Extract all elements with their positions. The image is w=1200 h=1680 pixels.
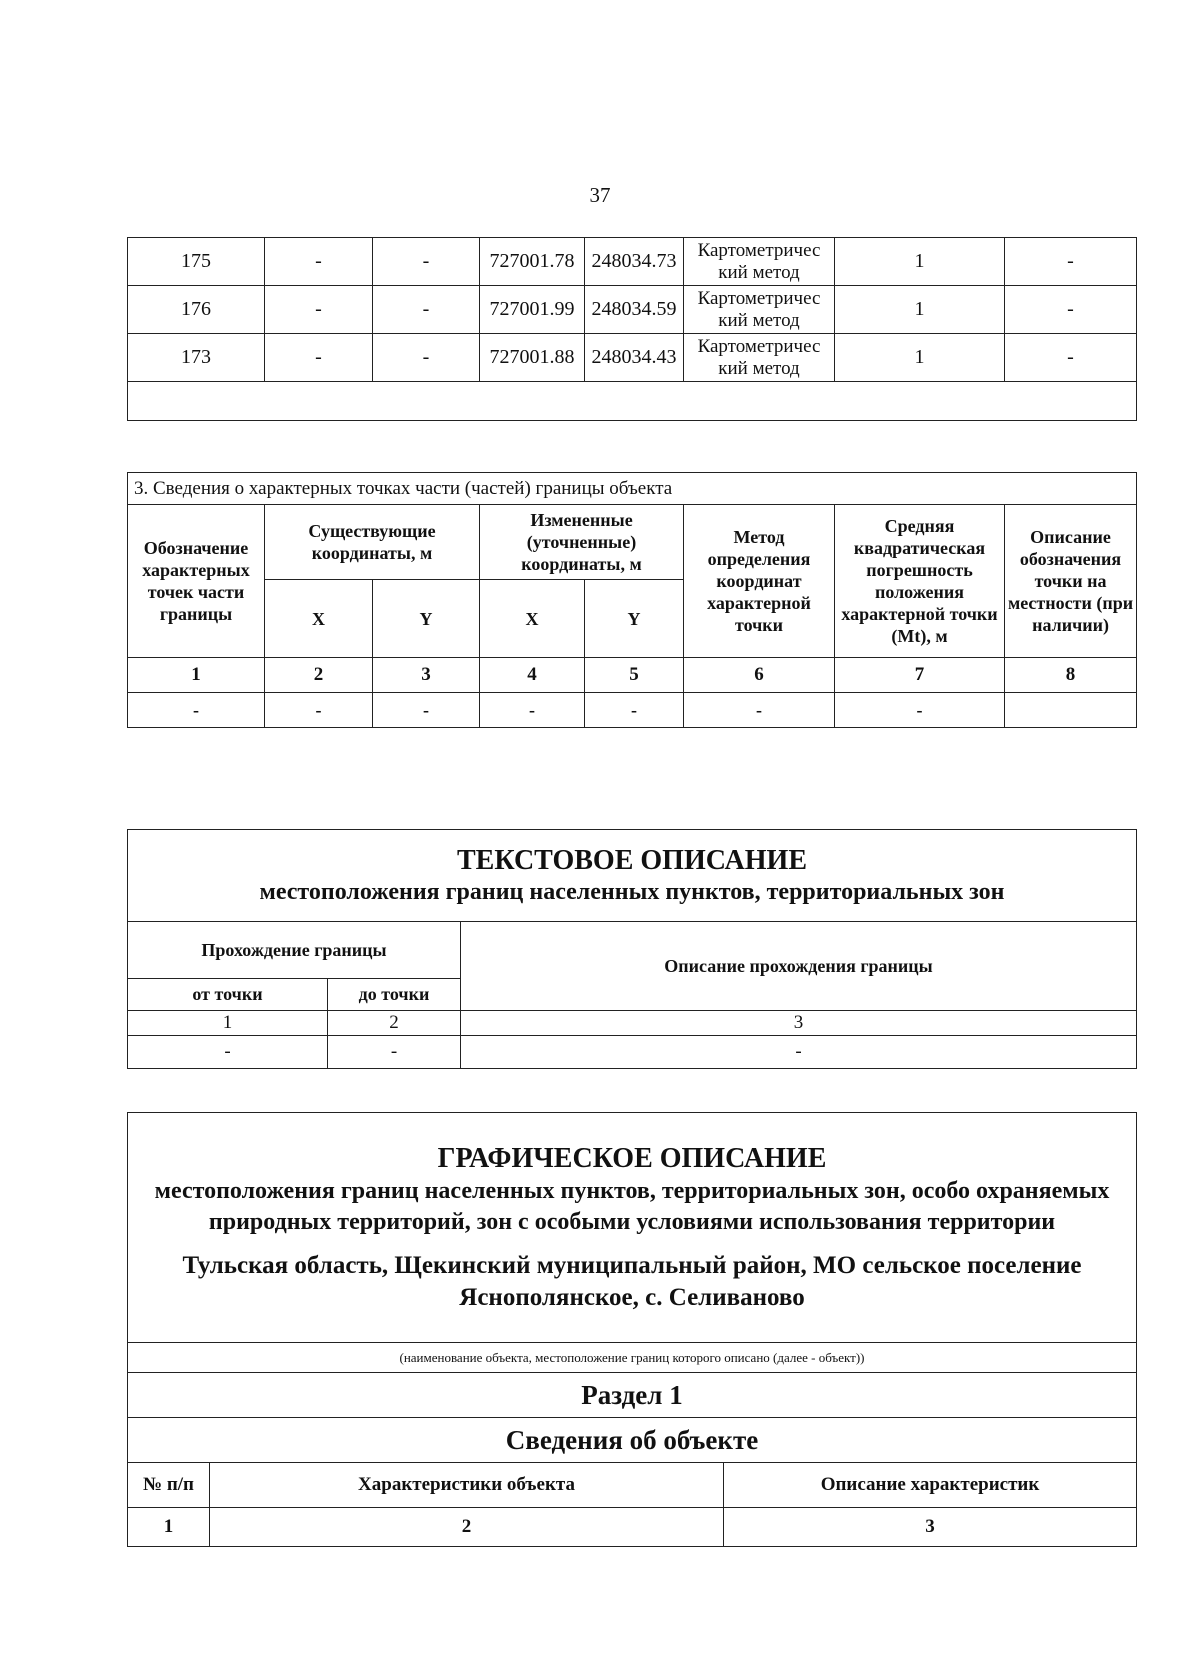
cell-dash: - — [835, 693, 1005, 728]
cell-dash: - — [265, 238, 373, 286]
header-changed-coords: Измененные (уточненные) координаты, м — [480, 505, 684, 580]
coord-y: 248034.43 — [585, 334, 684, 382]
column-number: 1 — [128, 1011, 328, 1036]
header-y: Y — [585, 580, 684, 658]
header-number: № п/п — [128, 1463, 210, 1508]
point-description: - — [1005, 286, 1137, 334]
header-x: X — [480, 580, 585, 658]
section-title: 3. Сведения о характерных точках части (частей) границы объекта — [128, 473, 1137, 505]
method-line: кий метод — [718, 309, 800, 331]
method-cell — [684, 334, 835, 382]
cell-empty — [1005, 693, 1137, 728]
method-cell — [684, 286, 835, 334]
column-numbers-row — [128, 658, 1137, 693]
column-number: 4 — [480, 658, 585, 693]
column-number: 7 — [835, 658, 1005, 693]
cell-dash: - — [461, 1036, 1137, 1069]
header-passage-description: Описание прохождения границы — [461, 922, 1137, 1011]
header-characteristics-description: Описание характеристик — [724, 1463, 1137, 1508]
table-row-empty — [128, 382, 1137, 421]
table-row — [128, 334, 1137, 382]
method-cell — [684, 238, 835, 286]
cell-dash: - — [684, 693, 835, 728]
coordinates-table — [127, 237, 1137, 421]
point-number: 176 — [128, 286, 265, 334]
text-description-table — [127, 829, 1137, 1069]
title-block — [128, 1113, 1137, 1343]
column-number: 3 — [724, 1508, 1137, 1547]
table-row — [128, 238, 1137, 286]
coord-x: 727001.88 — [480, 334, 585, 382]
column-number: 6 — [684, 658, 835, 693]
method-line: кий метод — [718, 357, 800, 379]
method-line: Картометричес — [697, 239, 821, 261]
header-accuracy: Средняя квадратическая погрешность положения характерной точки (Mt), м — [835, 505, 1005, 658]
title-block — [128, 830, 1137, 922]
accuracy: 1 — [835, 334, 1005, 382]
header-x: X — [265, 580, 373, 658]
coord-x: 727001.99 — [480, 286, 585, 334]
cell-dash: - — [265, 286, 373, 334]
table-row — [128, 1036, 1137, 1069]
column-number: 1 — [128, 1508, 210, 1547]
column-numbers-row — [128, 1508, 1137, 1547]
coord-y: 248034.59 — [585, 286, 684, 334]
header-existing-coords: Существующие координаты, м — [265, 505, 480, 580]
cell-dash: - — [373, 286, 480, 334]
header-from-point: от точки — [128, 979, 328, 1011]
column-number: 3 — [373, 658, 480, 693]
cell-dash: - — [128, 1036, 328, 1069]
graphic-description-title: ГРАФИЧЕСКОЕ ОПИСАНИЕ — [437, 1142, 827, 1174]
method-line: Картометричес — [697, 287, 821, 309]
column-number: 5 — [585, 658, 684, 693]
coord-x: 727001.78 — [480, 238, 585, 286]
coord-y: 248034.73 — [585, 238, 684, 286]
header-to-point: до точки — [328, 979, 461, 1011]
parts-table — [127, 472, 1137, 728]
accuracy: 1 — [835, 238, 1005, 286]
method-line: Картометричес — [697, 335, 821, 357]
cell-dash: - — [373, 238, 480, 286]
cell-dash: - — [265, 334, 373, 382]
graphic-description-table — [127, 1112, 1137, 1547]
text-description-subtitle: местоположения границ населенных пунктов, территориальных зон — [259, 878, 1005, 905]
column-number: 3 — [461, 1011, 1137, 1036]
page-number: 37 — [589, 183, 611, 207]
column-number: 2 — [210, 1508, 724, 1547]
point-number: 175 — [128, 238, 265, 286]
empty-cell — [128, 382, 1137, 421]
cell-dash: - — [585, 693, 684, 728]
cell-dash: - — [480, 693, 585, 728]
column-numbers-row — [128, 1011, 1137, 1036]
section-title: Сведения об объекте — [128, 1418, 1137, 1463]
header-passage: Прохождение границы — [128, 922, 461, 979]
point-description: - — [1005, 334, 1137, 382]
cell-dash: - — [265, 693, 373, 728]
table-row — [128, 693, 1137, 728]
section-label: Раздел 1 — [128, 1373, 1137, 1418]
graphic-description-subtitle: местоположения границ населенных пунктов, территориальных зон, особо охраняемых природных территорий, зон с особыми условиями использования территории — [154, 1177, 1110, 1235]
header-y: Y — [373, 580, 480, 658]
column-number: 8 — [1005, 658, 1137, 693]
text-description-title: ТЕКСТОВОЕ ОПИСАНИЕ — [456, 844, 807, 876]
method-line: кий метод — [718, 261, 800, 283]
table-row — [128, 286, 1137, 334]
cell-dash: - — [328, 1036, 461, 1069]
point-description: - — [1005, 238, 1137, 286]
column-number: 2 — [265, 658, 373, 693]
column-number: 1 — [128, 658, 265, 693]
header-designation: Обозначение характерных точек части границы — [128, 505, 265, 658]
column-number: 2 — [328, 1011, 461, 1036]
accuracy: 1 — [835, 286, 1005, 334]
cell-dash: - — [373, 693, 480, 728]
cell-dash: - — [373, 334, 480, 382]
object-region: Тульская область, Щекинский муниципальный район, МО сельское поселение Яснополянское, с. Селиваново — [182, 1251, 1082, 1311]
header-characteristics: Характеристики объекта — [210, 1463, 724, 1508]
object-caption: (наименование объекта, местоположение границ которого описано (далее - объект)) — [128, 1343, 1137, 1373]
header-description: Описание обозначения точки на местности (при наличии) — [1005, 505, 1137, 658]
cell-dash: - — [128, 693, 265, 728]
header-method: Метод определения координат характерной точки — [684, 505, 835, 658]
point-number: 173 — [128, 334, 265, 382]
